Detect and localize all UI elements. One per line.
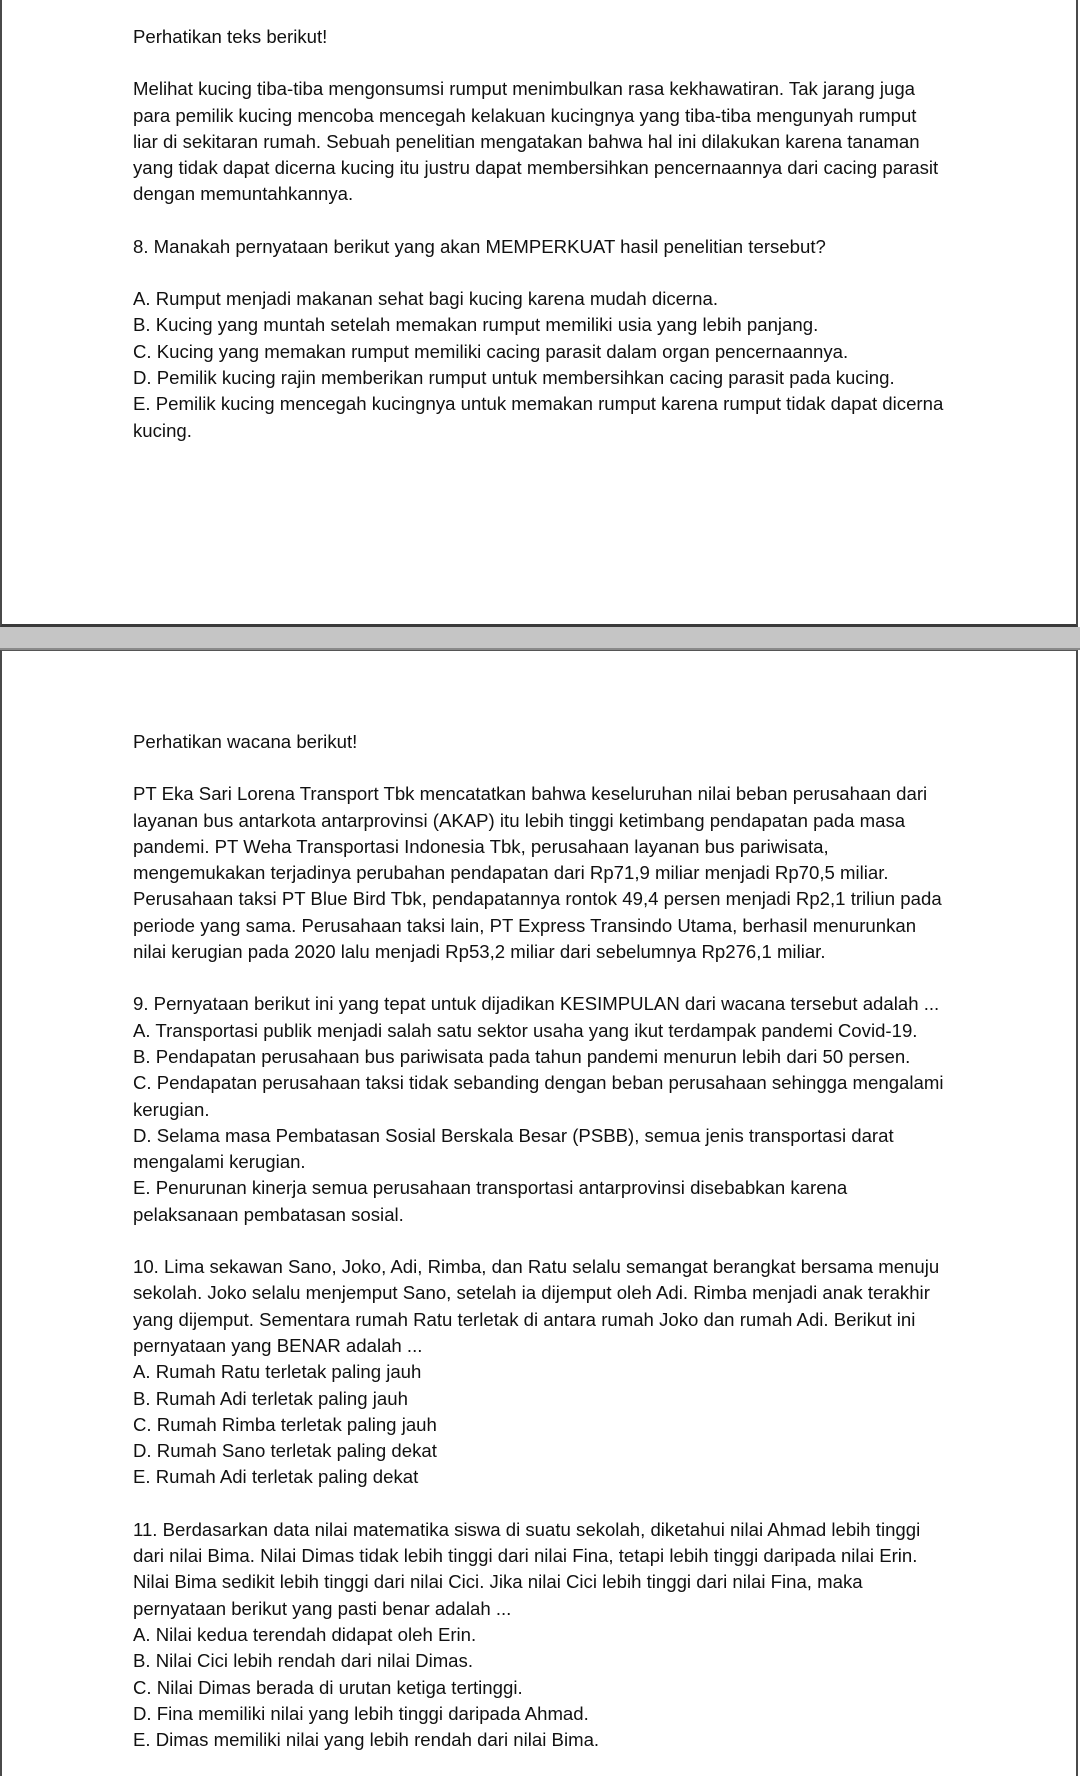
page-1 xyxy=(0,0,1078,627)
question-8-options xyxy=(133,286,1013,444)
option-a: A. Rumput menjadi makanan sehat bagi kucing karena mudah dicerna. xyxy=(133,288,719,310)
option-b: B. Kucing yang muntah setelah memakan rumput memiliki usia yang lebih panjang. xyxy=(133,314,819,336)
question-10-stem: yang dijemput. Sementara rumah Ratu terletak di antara rumah Joko dan rumah Adi. Berikut ini xyxy=(133,1308,916,1330)
passage-line: pandemi. PT Weha Transportasi Indonesia Tbk, perusahaan layanan bus pariwisata, xyxy=(133,835,829,857)
option-d: D. Selama masa Pembatasan Sosial Berskala Besar (PSBB), semua jenis transportasi darat xyxy=(133,1124,894,1146)
passage xyxy=(133,781,1013,965)
question-11-stem: dari nilai Bima. Nilai Dimas tidak lebih tinggi dari nilai Fina, tetapi lebih tinggi daripada nilai Erin. xyxy=(133,1545,918,1567)
passage-line: layanan bus antarkota antarprovinsi (AKAP) itu lebih tinggi ketimbang pendapatan pada masa xyxy=(133,809,906,831)
passage-line: liar di sekitaran rumah. Sebuah penelitian mengatakan bahwa hal ini dilakukan karena tanaman xyxy=(133,130,920,152)
passage xyxy=(133,76,1013,207)
question-9 xyxy=(133,991,1013,1228)
option-c: C. Kucing yang memakan rumput memiliki cacing parasit dalam organ pencernaannya. xyxy=(133,340,849,362)
question-10-stem: sekolah. Joko selalu menjemput Sano, setelah ia dijemput oleh Adi. Rimba menjadi anak terakhir xyxy=(133,1282,930,1304)
question-10-stem: 10. Lima sekawan Sano, Joko, Adi, Rimba, dan Ratu selalu semangat berangkat bersama menuju xyxy=(133,1256,940,1278)
passage-line: mengemukakan terjadinya perubahan pendapatan dari Rp71,9 miliar menjadi Rp70,5 miliar. xyxy=(133,862,889,884)
question-10-stem: pernyataan yang BENAR adalah ... xyxy=(133,1334,423,1356)
option-b: B. Rumah Adi terletak paling jauh xyxy=(133,1387,408,1409)
question-8-stem: 8. Manakah pernyataan berikut yang akan MEMPERKUAT hasil penelitian tersebut? xyxy=(133,235,826,257)
intro-text: Perhatikan wacana berikut! xyxy=(133,731,358,752)
option-b: B. Pendapatan perusahaan bus pariwisata pada tahun pandemi menurun lebih dari 50 persen. xyxy=(133,1045,911,1067)
passage-line: PT Eka Sari Lorena Transport Tbk mencatatkan bahwa keseluruhan nilai beban perusahaan dari xyxy=(133,783,928,805)
option-e: E. Rumah Adi terletak paling dekat xyxy=(133,1466,419,1488)
option-c: C. Nilai Dimas berada di urutan ketiga tertinggi. xyxy=(133,1676,523,1698)
option-d: D. Pemilik kucing rajin memberikan rumput untuk membersihkan cacing parasit pada kucing. xyxy=(133,366,895,388)
option-a: A. Transportasi publik menjadi salah satu sektor usaha yang ikut terdampak pandemi Covid-19. xyxy=(133,1019,918,1041)
option-c: C. Rumah Rimba terletak paling jauh xyxy=(133,1413,437,1435)
question-9-stem: 9. Pernyataan berikut ini yang tepat untuk dijadikan KESIMPULAN dari wacana tersebut adalah ... xyxy=(133,993,940,1015)
option-c-continued: kerugian. xyxy=(133,1098,210,1120)
question-11-stem: Nilai Bima sedikit lebih tinggi dari nilai Cici. Jika nilai Cici lebih tinggi dari nilai Fina, maka xyxy=(133,1571,863,1593)
passage-line: para pemilik kucing mencoba mencegah kelakuan kucingnya yang tiba-tiba mengunyah rumput xyxy=(133,104,917,126)
page-separator xyxy=(0,627,1080,650)
option-a: A. Nilai kedua terendah didapat oleh Erin. xyxy=(133,1623,477,1645)
question-10 xyxy=(133,1254,1013,1491)
passage-line: dengan memuntahkannya. xyxy=(133,183,354,205)
option-e: E. Pemilik kucing mencegah kucingnya untuk memakan rumput karena rumput tidak dapat dicerna xyxy=(133,393,944,415)
option-d: D. Rumah Sano terletak paling dekat xyxy=(133,1440,437,1462)
option-c: C. Pendapatan perusahaan taksi tidak sebanding dengan beban perusahaan sehingga mengalami xyxy=(133,1072,944,1094)
option-a: A. Rumah Ratu terletak paling jauh xyxy=(133,1361,422,1383)
passage-line: periode yang sama. Perusahaan taksi lain, PT Express Transindo Utama, berhasil menurunkan xyxy=(133,914,917,936)
passage-line: nilai kerugian pada 2020 lalu menjadi Rp53,2 miliar dari sebelumnya Rp276,1 miliar. xyxy=(133,941,826,963)
intro-text: Perhatikan teks berikut! xyxy=(133,26,328,47)
option-e-continued: pelaksanaan pembatasan sosial. xyxy=(133,1203,404,1225)
page-2 xyxy=(0,650,1078,1776)
passage-line: Melihat kucing tiba-tiba mengonsumsi rumput menimbulkan rasa kekhawatiran. Tak jarang juga xyxy=(133,78,916,100)
option-d-continued: mengalami kerugian. xyxy=(133,1151,306,1173)
page-2-content xyxy=(133,729,1013,1753)
question-11-stem: 11. Berdasarkan data nilai matematika siswa di suatu sekolah, diketahui nilai Ahmad lebih tinggi xyxy=(133,1518,921,1540)
option-b: B. Nilai Cici lebih rendah dari nilai Dimas. xyxy=(133,1650,473,1672)
passage-line: Perusahaan taksi PT Blue Bird Tbk, pendapatannya rontok 49,4 persen menjadi Rp2,1 triliun pada xyxy=(133,888,942,910)
option-e: E. Dimas memiliki nilai yang lebih rendah dari nilai Bima. xyxy=(133,1729,600,1751)
option-e-continued: kucing. xyxy=(133,419,192,441)
question-11-stem: pernyataan berikut yang pasti benar adalah ... xyxy=(133,1597,512,1619)
question-11 xyxy=(133,1517,1013,1754)
option-e: E. Penurunan kinerja semua perusahaan transportasi antarprovinsi disebabkan karena xyxy=(133,1177,848,1199)
option-d: D. Fina memiliki nilai yang lebih tinggi daripada Ahmad. xyxy=(133,1702,589,1724)
page-1-content xyxy=(133,24,1013,444)
passage-line: yang tidak dapat dicerna kucing itu justru dapat membersihkan pencernaannya dari cacing parasit xyxy=(133,157,939,179)
